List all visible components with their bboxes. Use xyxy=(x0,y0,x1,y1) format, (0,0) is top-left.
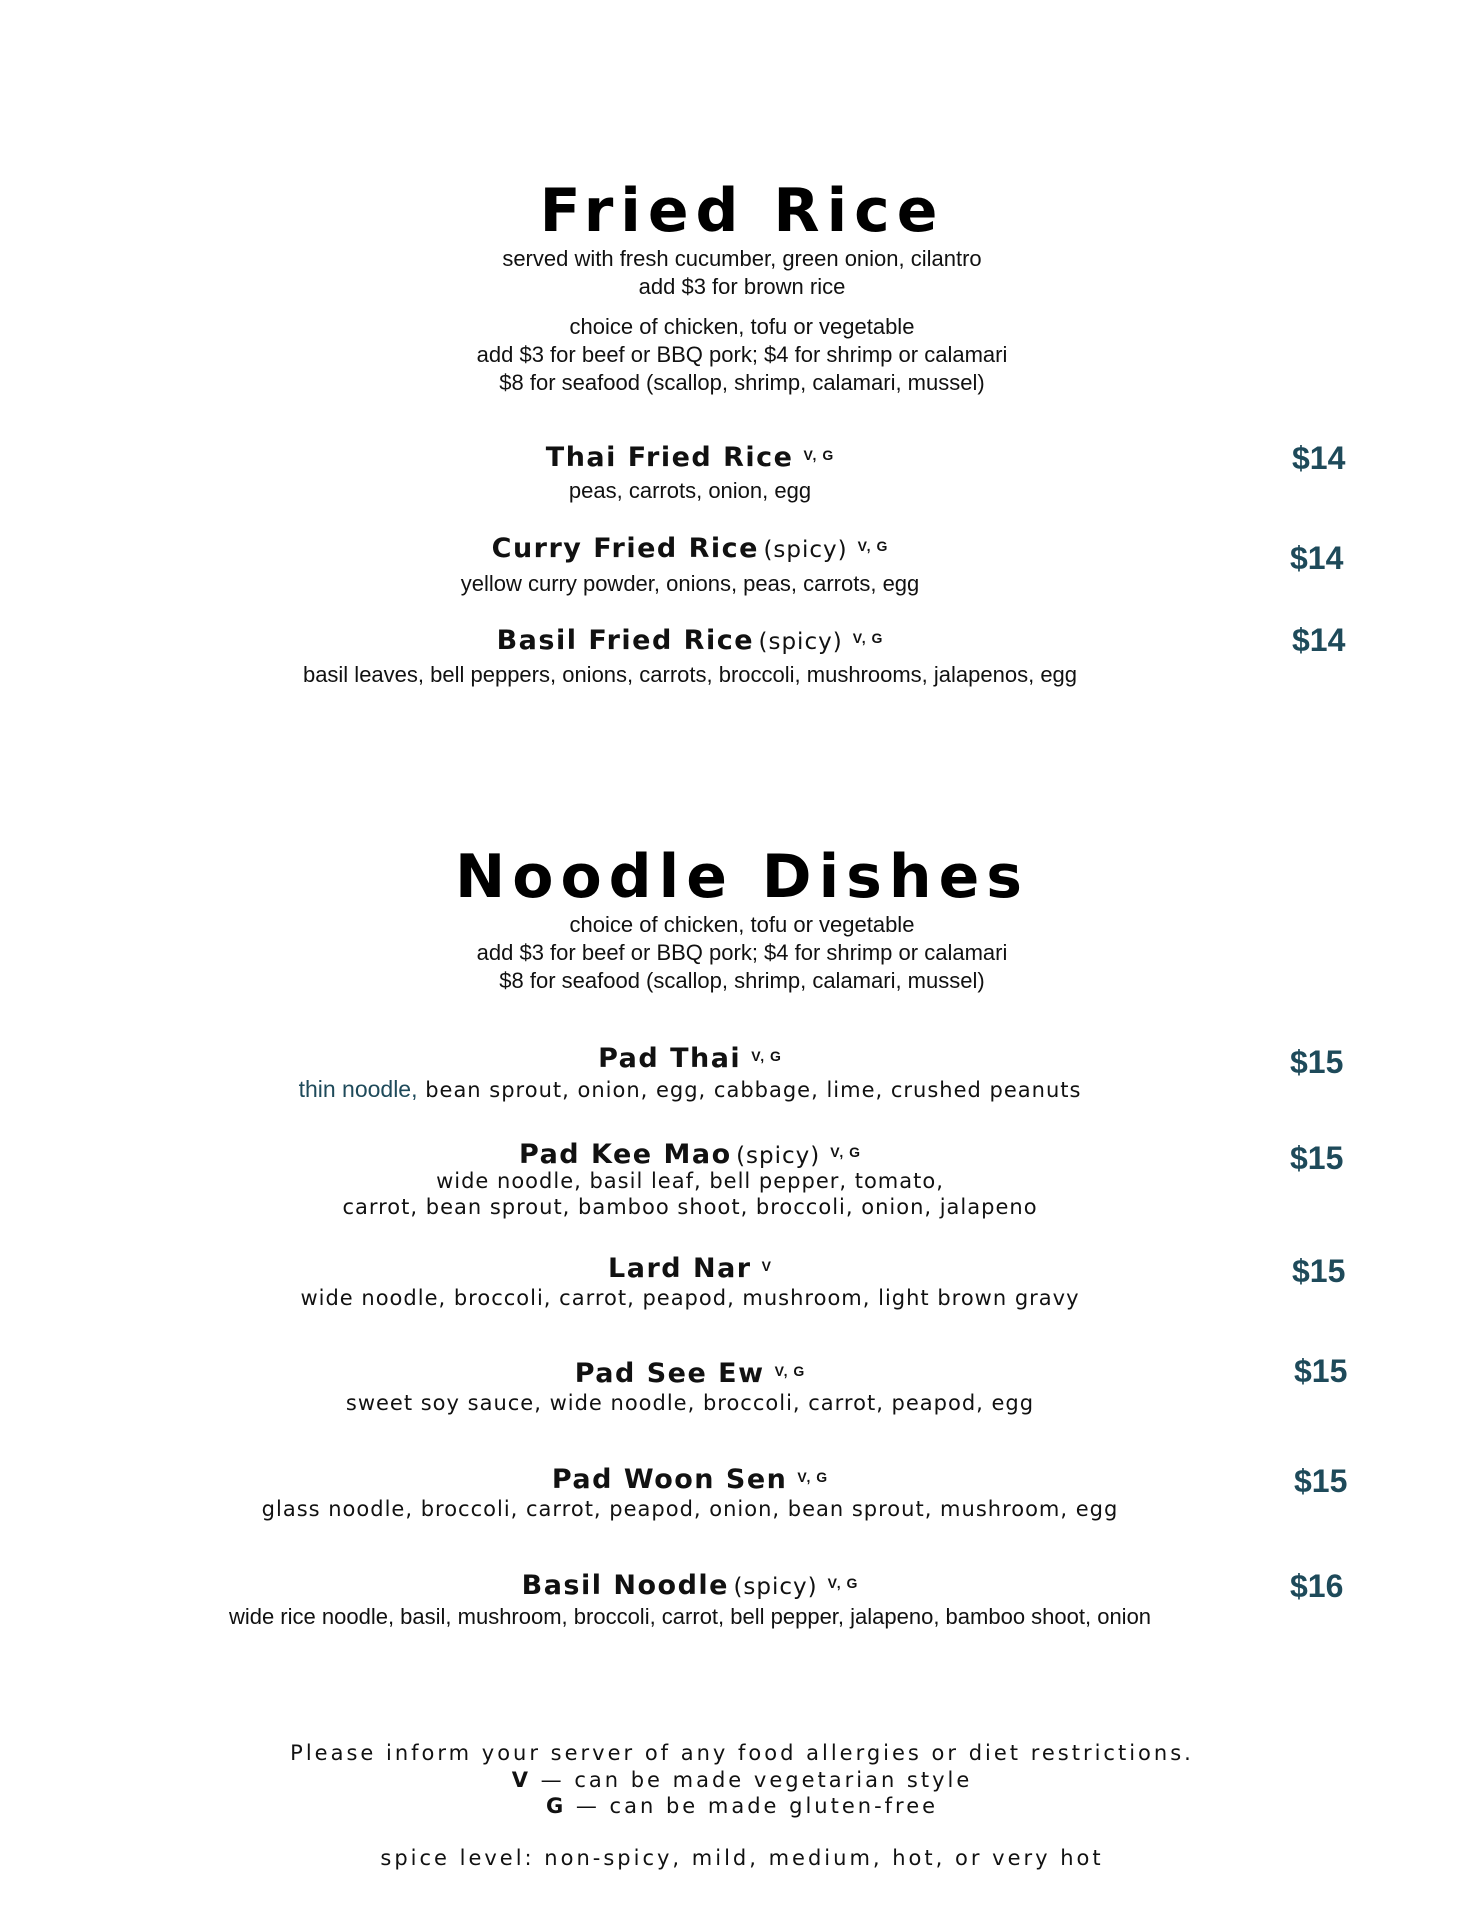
item-price: $14 xyxy=(1292,440,1346,476)
fried-rice-intro-4: add $3 for beef or BBQ pork; $4 for shrimp or calamari xyxy=(476,342,1008,367)
item-name: Pad Woon Sen xyxy=(551,1464,788,1495)
item-name: Pad Thai xyxy=(598,1043,742,1074)
diet-tags: V, G xyxy=(830,1143,861,1160)
item-description-prefix: thin noodle, xyxy=(298,1076,418,1102)
fried-rice-intro-1: served with fresh cucumber, green onion, cilantro xyxy=(502,246,982,271)
menu-item-curry-fried-rice xyxy=(440,533,940,564)
item-price: $15 xyxy=(1294,1463,1348,1499)
legend-vegetarian xyxy=(0,1767,1484,1794)
noodle-intro-2: add $3 for beef or BBQ pork; $4 for shrimp or calamari xyxy=(476,940,1008,965)
diet-tags: V, G xyxy=(803,446,835,463)
item-description-line-2: carrot, bean sprout, bamboo shoot, broccoli, onion, jalapeno xyxy=(342,1195,1038,1219)
item-description: wide noodle, broccoli, carrot, peapod, mushroom, light brown gravy xyxy=(300,1286,1080,1310)
item-name: Curry Fried Rice xyxy=(491,533,759,564)
menu-item-pad-woon-sen xyxy=(440,1464,940,1495)
menu-item-pad-kee-mao xyxy=(440,1139,940,1170)
item-price: $14 xyxy=(1290,540,1344,576)
item-description: peas, carrots, onion, egg xyxy=(568,478,812,503)
diet-tags: V, G xyxy=(827,1574,859,1591)
item-description: glass noodle, broccoli, carrot, peapod, onion, bean sprout, mushroom, egg xyxy=(261,1497,1119,1521)
spicy-note: (spicy) xyxy=(733,1574,818,1600)
item-description xyxy=(190,1076,1190,1104)
spice-level-note: spice level: non-spicy, mild, medium, hot, or very hot xyxy=(380,1846,1104,1870)
diet-tags: V, G xyxy=(774,1362,806,1379)
legend-gluten-free xyxy=(0,1793,1484,1820)
item-description: sweet soy sauce, wide noodle, broccoli, carrot, peapod, egg xyxy=(345,1391,1035,1415)
legend-text-v: — can be made vegetarian style xyxy=(540,1768,973,1792)
section-title-fried-rice: Fried Rice xyxy=(539,176,945,246)
diet-tags: V, G xyxy=(857,537,889,554)
item-description: wide rice noodle, basil, mushroom, broccoli, carrot, bell pepper, jalapeno, bamboo shoot, onion xyxy=(228,1604,1152,1629)
noodle-intro-3: $8 for seafood (scallop, shrimp, calamari, mussel) xyxy=(499,968,985,993)
item-price: $15 xyxy=(1294,1353,1348,1389)
item-name: Basil Fried Rice xyxy=(496,625,755,656)
legend-text-g: — can be made gluten-free xyxy=(575,1794,939,1818)
noodle-intro-1: choice of chicken, tofu or vegetable xyxy=(569,912,915,937)
legend-key-g: G xyxy=(545,1794,567,1818)
fried-rice-intro-2: add $3 for brown rice xyxy=(638,274,846,299)
spicy-note: (spicy) xyxy=(758,629,843,655)
diet-tags: V, G xyxy=(797,1468,829,1485)
menu-item-pad-thai xyxy=(440,1043,940,1074)
item-name: Pad See Ew xyxy=(574,1358,765,1389)
fried-rice-intro-3: choice of chicken, tofu or vegetable xyxy=(569,314,915,339)
item-name: Basil Noodle xyxy=(521,1570,729,1601)
menu-item-thai-fried-rice xyxy=(440,442,940,473)
menu-item-basil-noodle xyxy=(440,1570,940,1601)
item-price: $15 xyxy=(1290,1044,1344,1080)
item-name: Thai Fried Rice xyxy=(545,442,794,473)
diet-tags: V, G xyxy=(852,629,884,646)
fried-rice-intro-5: $8 for seafood (scallop, shrimp, calamari, mussel) xyxy=(499,370,985,395)
menu-item-basil-fried-rice xyxy=(440,625,940,656)
menu-item-lard-nar xyxy=(440,1253,940,1284)
item-price: $15 xyxy=(1292,1253,1346,1289)
diet-tags: V, G xyxy=(751,1047,782,1064)
spicy-note: (spicy) xyxy=(763,537,848,563)
allergy-notice: Please inform your server of any food allergies or diet restrictions. xyxy=(290,1741,1194,1765)
item-price: $14 xyxy=(1292,622,1346,658)
item-price: $15 xyxy=(1290,1140,1344,1176)
menu-item-pad-see-ew xyxy=(440,1358,940,1389)
item-name: Lard Nar xyxy=(608,1253,752,1284)
legend-key-v: V xyxy=(511,1768,531,1792)
spicy-note: (spicy) xyxy=(736,1143,821,1169)
item-description: wide noodle, basil leaf, bell pepper, tomato, xyxy=(436,1169,944,1193)
item-description-text: bean sprout, onion, egg, cabbage, lime, crushed peanuts xyxy=(425,1078,1082,1102)
item-description: basil leaves, bell peppers, onions, carrots, broccoli, mushrooms, jalapenos, egg xyxy=(302,662,1078,687)
diet-tags: V xyxy=(761,1257,772,1274)
section-title-noodle-dishes: Noodle Dishes xyxy=(455,842,1029,912)
item-price: $16 xyxy=(1290,1568,1344,1604)
item-description: yellow curry powder, onions, peas, carrots, egg xyxy=(460,571,920,596)
item-name: Pad Kee Mao xyxy=(519,1139,732,1170)
